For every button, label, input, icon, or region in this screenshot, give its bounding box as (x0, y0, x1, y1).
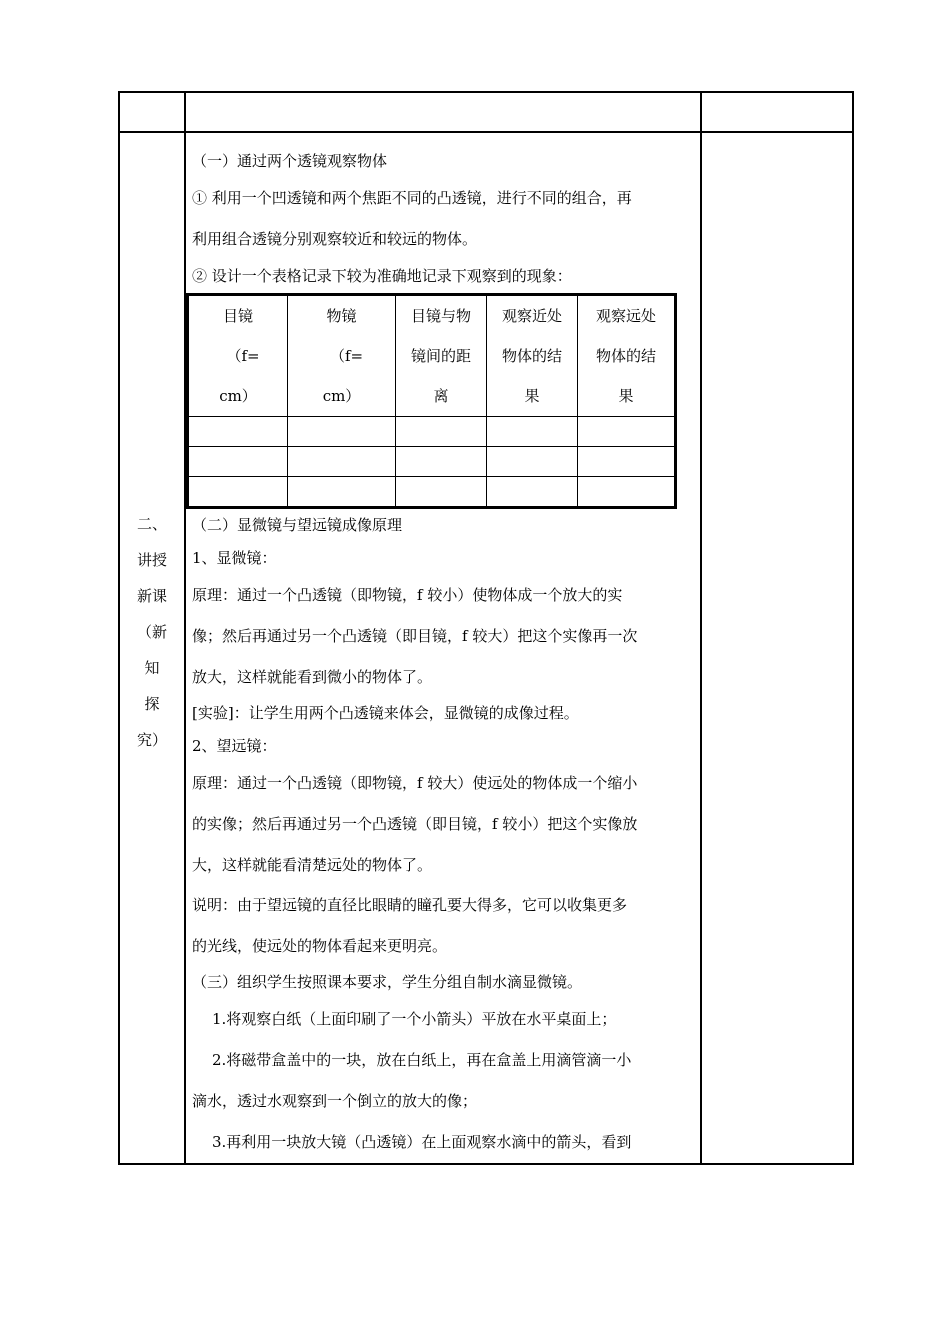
header-text: 果 (618, 387, 634, 405)
table-cell (487, 417, 578, 447)
lesson-plan-table (118, 91, 854, 1165)
table-row (188, 417, 676, 447)
experiment-line: [实验]：让学生用两个凸透镜来体会，显微镜的成像过程。 (192, 704, 579, 722)
paragraph-line: 的实像；然后再通过另一个凸透镜（即目镜，f 较小）把这个实像放 (192, 815, 638, 833)
table-cell (288, 477, 396, 508)
paragraph-line: 原理：通过一个凸透镜（即物镜，f 较小）使物体成一个放大的实 (192, 586, 623, 604)
paragraph-line: 说明：由于望远镜的直径比眼睛的瞳孔要大得多，它可以收集更多 (192, 896, 628, 914)
side-label-line: 探 (144, 695, 160, 713)
paragraph-line: 像；然后再通过另一个凸透镜（即目镜，f 较大）把这个实像再一次 (192, 627, 638, 645)
col-header-far-result (578, 295, 676, 417)
header-text: 物镜 (326, 307, 357, 325)
col-header-near-result (487, 295, 578, 417)
content-cell (185, 132, 701, 1164)
table-cell (288, 447, 396, 477)
paragraph-line: 大，这样就能看清楚远处的物体了。 (192, 856, 433, 874)
side-label-line: （新 (136, 623, 167, 641)
header-text: 物体的结 (501, 347, 562, 365)
side-label-line: 究） (136, 731, 167, 749)
section2-heading: （二）显微镜与望远镜成像原理 (192, 516, 403, 534)
step-line: 1.将观察白纸（上面印刷了一个小箭头）平放在水平桌面上； (212, 1010, 617, 1028)
table-cell (578, 417, 676, 447)
table-cell (188, 447, 288, 477)
step-line: 2.将磁带盒盖中的一块，放在白纸上，再在盒盖上用滴管滴一小 (212, 1051, 632, 1069)
table-cell (188, 417, 288, 447)
header-text: 目镜 (222, 307, 253, 325)
observation-table-header-row (188, 295, 676, 417)
section3-heading: （三）组织学生按照课本要求，学生分组自制水滴显微镜。 (192, 973, 583, 991)
table-row (188, 447, 676, 477)
side-label (120, 133, 184, 758)
table-cell (487, 477, 578, 508)
header-text: 镜间的距 (410, 347, 471, 365)
header-text: 物体的结 (595, 347, 656, 365)
body-row (119, 132, 853, 1164)
header-cell-2 (185, 92, 701, 132)
header-text: （f= (226, 347, 260, 365)
paragraph-line: ① 利用一个凹透镜和两个焦距不同的凸透镜，进行不同的组合，再 (192, 189, 632, 207)
header-row (119, 92, 853, 132)
side-label-line: 二、 (136, 515, 167, 533)
section1-heading: （一）通过两个透镜观察物体 (192, 152, 388, 170)
content (186, 133, 700, 1163)
header-cell-3 (701, 92, 853, 132)
telescope-title: 2、望远镜： (192, 737, 277, 755)
header-cell-1 (119, 92, 185, 132)
header-text: 观察远处 (595, 307, 656, 325)
side-label-line: 知 (144, 659, 160, 677)
table-cell (578, 447, 676, 477)
table-cell (396, 417, 487, 447)
col-header-eyepiece (188, 295, 288, 417)
table-cell (578, 477, 676, 508)
paragraph-line: 原理：通过一个凸透镜（即物镜，f 较大）使远处的物体成一个缩小 (192, 774, 638, 792)
observation-table (186, 293, 677, 509)
microscope-title: 1、显微镜： (192, 549, 277, 567)
table-cell (288, 417, 396, 447)
header-text: 果 (524, 387, 540, 405)
header-text: 目镜与物 (410, 307, 471, 325)
notes-cell (701, 132, 853, 1164)
header-text: cm） (219, 387, 257, 405)
header-text: cm） (322, 387, 361, 405)
header-text: （f= (329, 347, 364, 365)
paragraph-line: ② 设计一个表格记录下较为准确地记录下观察到的现象： (192, 267, 572, 285)
paragraph-line: 放大，这样就能看到微小的物体了。 (192, 668, 433, 686)
col-header-objective (288, 295, 396, 417)
side-label-cell (119, 132, 185, 1164)
header-text: 离 (433, 387, 449, 405)
step-line: 3.再利用一块放大镜（凸透镜）在上面观察水滴中的箭头，看到 (212, 1133, 632, 1151)
paragraph-line: 的光线，使远处的物体看起来更明亮。 (192, 937, 448, 955)
table-cell (487, 447, 578, 477)
table-row (188, 477, 676, 508)
paragraph-line: 利用组合透镜分别观察较近和较远的物体。 (192, 230, 478, 248)
side-label-line: 新课 (136, 587, 167, 605)
step-line: 滴水，透过水观察到一个倒立的放大的像； (192, 1092, 478, 1110)
table-cell (396, 447, 487, 477)
header-text: 观察近处 (501, 307, 562, 325)
table-cell (188, 477, 288, 508)
table-cell (396, 477, 487, 508)
col-header-distance (396, 295, 487, 417)
side-label-line: 讲授 (136, 551, 167, 569)
